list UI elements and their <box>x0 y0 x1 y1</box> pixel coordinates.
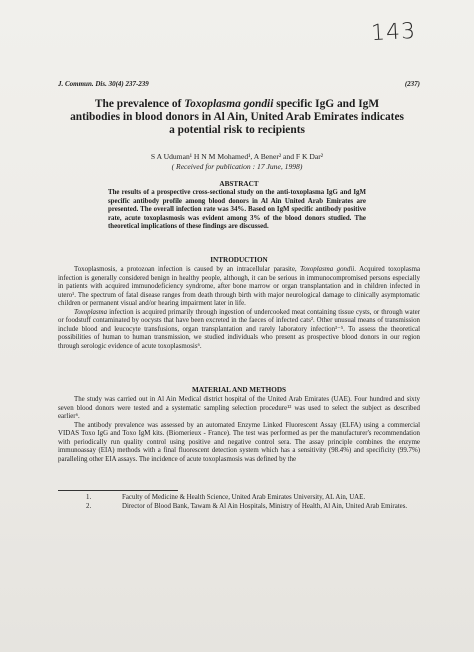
introduction-heading: INTRODUCTION <box>210 256 268 264</box>
handwritten-page-number: 143 <box>370 18 417 47</box>
received-date: ( Received for publication : 17 June, 1998) <box>171 162 303 171</box>
introduction-body <box>58 266 420 351</box>
footnotes <box>58 494 420 511</box>
title-part-2: specific IgG and IgM antibodies in blood donors in Al Ain, United Arab Emirates indicates a potential risk to recipients <box>70 98 404 136</box>
footnote-divider <box>58 490 178 491</box>
journal-citation: J. Commun. Dis. 30(4) 237-239 <box>58 80 149 88</box>
introduction-paragraph-1: Toxoplasmosis, a protozoan infection is caused by an intracellular parasite, Toxoplasma gondii. Acquired toxoplasma infection is generally considered benign in healthy people, although, it can be serious in immunocompromised persons especially in patients with acquired immunodeficiency syndrome, after bone marrow or organ transplantation and in children infected in utero¹. The spectrum of fatal disease ranges from death through birth with major neurological damage to clinically asymptomatic children or permanent visual and/or hearing impairment later in life. <box>58 266 421 307</box>
methods-paragraph-2: The antibody prevalence was assessed by an automated Enzyme Linked Fluorescent Assay (ELFA) using a commercial VIDAS Toxo IgG and Toxo IgM kits. (Biomerieux - France). The test was performed as per the manufacturer's recommendation with periodically run quality control using positive and negative control sera. The assay principle combines the enzyme immunoassay (EIA) methods with a final fluorescent detection system which has a sensitivity (98.4%) and specificity (99.7%) paralleling other EIA assays. The incidence of acute toxoplasmosis was defined by the <box>58 421 420 463</box>
abstract-text: The results of a prospective cross-sectional study on the anti-toxoplasma IgG and IgM specific antibody profile among blood donors in Al Ain United Arab Emirates are presented. The overall infection rate was 34%. Based on IgM specific antibody positive rate, acute toxoplasmosis was evident among 3% of the blood donors studied. The theoretical implications of these findings are discussed. <box>108 189 366 231</box>
footnote-1: 1. Faculty of Medicine & Health Science, United Arab Emirates University, AL Ain, UAE. <box>86 494 366 501</box>
journal-header <box>58 80 420 88</box>
methods-paragraph-1: The study was carried out in Al Ain Medical district hospital of the United Arab Emirates (UAE). Four hundred and sixty seven blood donors were tested and a systematic sampling selection procedure¹² was used to select the subject as described earlier⁶. <box>58 396 420 420</box>
author-block <box>60 152 414 172</box>
methods-body <box>58 396 420 464</box>
title-species-name: Toxoplasma gondii <box>184 98 274 110</box>
footnote-2: 2. Director of Blood Bank, Tawam & Al Ain Hospitals, Ministry of Health, Al Ain, United Arab Emirates. <box>86 502 408 510</box>
title-part-1: The prevalence of <box>94 98 185 110</box>
author-list: S A Uduman¹ H N M Mohamed¹, A Bener² and F K Dar² <box>150 152 324 161</box>
journal-page-number: (237) <box>404 80 420 88</box>
article-title <box>70 98 404 137</box>
introduction-paragraph-2: Toxoplasma infection is acquired primarily through ingestion of undercooked meat containing tissue cysts, or through water or foodstuff contaminated by oocysts that have been excreted in the faeces of infected cats². Other unusual means of transmission include blood and leucocyte transfusions, organ transplantation and rarely laboratory infection³⁻⁵. To assess the theoretical possibilities of human to human transmission, we studied individuals who present as prospective blood donors in our region through serologic evidence of acute toxoplasmosis⁶. <box>58 308 420 350</box>
methods-heading: MATERIAL AND METHODS <box>191 386 287 394</box>
abstract-heading: ABSTRACT <box>219 180 259 188</box>
